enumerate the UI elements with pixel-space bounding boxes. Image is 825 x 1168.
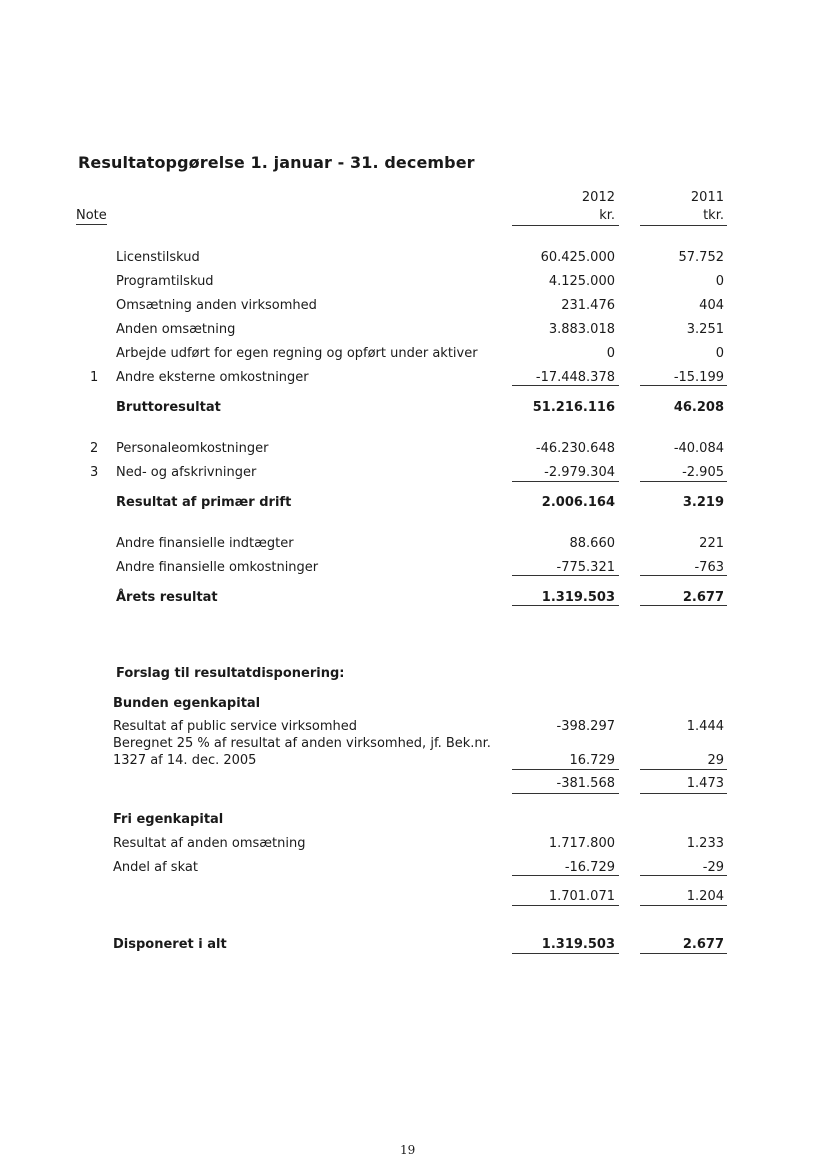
row-label: Årets resultat — [116, 590, 218, 605]
row-label: Anden omsætning — [116, 322, 236, 337]
row-prior: -763 — [694, 560, 724, 575]
page-number: 19 — [400, 1143, 416, 1157]
row-prior: 221 — [699, 536, 724, 551]
subtotal-line-prior — [640, 385, 727, 386]
row-prior: -2.905 — [682, 465, 724, 480]
row-note: 3 — [90, 465, 99, 480]
row-current: -46.230.648 — [535, 441, 615, 456]
row-label: Andre eksterne omkostninger — [116, 370, 309, 385]
row-label: Andel af skat — [113, 860, 198, 875]
row-label-line1: Beregnet 25 % af resultat af anden virksomhed, jf. Bek.nr. — [113, 736, 491, 751]
row-label-line2: 1327 af 14. dec. 2005 — [113, 753, 257, 768]
year-current-header: 2012 — [581, 190, 615, 205]
total-current: 1.319.503 — [541, 937, 615, 952]
row-current: 1.319.503 — [541, 590, 615, 605]
subtotal-prior: 1.473 — [686, 776, 724, 791]
row-current: 0 — [606, 346, 615, 361]
row-label: Resultat af public service virksomhed — [113, 719, 358, 734]
row-prior: -29 — [702, 860, 724, 875]
subtotal-current: -381.568 — [556, 776, 615, 791]
row-label: Resultat af anden omsætning — [113, 836, 306, 851]
row-current: 3.883.018 — [548, 322, 615, 337]
row-prior: 0 — [715, 274, 724, 289]
row-note: 1 — [90, 370, 99, 385]
row-current: 16.729 — [569, 753, 615, 768]
row-current: -17.448.378 — [535, 370, 615, 385]
row-current: 51.216.116 — [532, 400, 615, 415]
subtotal-underline-current — [512, 905, 619, 906]
row-label: Licenstilskud — [116, 250, 200, 265]
row-current: 60.425.000 — [540, 250, 615, 265]
row-current: -775.321 — [556, 560, 615, 575]
total-prior: 2.677 — [682, 937, 724, 952]
row-note: 2 — [90, 441, 99, 456]
total-line-prior — [640, 953, 727, 954]
subtotal-underline-prior — [640, 793, 727, 794]
subtotal-line-current — [512, 575, 619, 576]
total-line-current — [512, 953, 619, 954]
unit-prior-header: tkr. — [703, 208, 724, 223]
row-label: Personaleomkostninger — [116, 441, 269, 456]
header-underline-prior — [640, 225, 727, 226]
row-prior: 3.219 — [682, 495, 724, 510]
subtotal-prior: 1.204 — [686, 889, 724, 904]
subtotal-line-prior — [640, 875, 727, 876]
row-prior: 46.208 — [673, 400, 724, 415]
row-label: Andre finansielle omkostninger — [116, 560, 319, 575]
total-label: Disponeret i alt — [113, 937, 227, 952]
total-line-current — [512, 605, 619, 606]
subtotal-line-current — [512, 481, 619, 482]
appropriation-heading: Forslag til resultatdisponering: — [116, 666, 345, 681]
subtotal-line-prior — [640, 769, 727, 770]
row-current: 1.717.800 — [548, 836, 615, 851]
row-prior: 2.677 — [682, 590, 724, 605]
row-current: 4.125.000 — [548, 274, 615, 289]
year-prior-header: 2011 — [690, 190, 724, 205]
row-label: Resultat af primær drift — [116, 495, 292, 510]
row-label: Omsætning anden virksomhed — [116, 298, 317, 313]
total-line-prior — [640, 605, 727, 606]
subtotal-underline-prior — [640, 905, 727, 906]
row-label: Bruttoresultat — [116, 400, 221, 415]
subtotal-current: 1.701.071 — [548, 889, 615, 904]
bound-equity-heading: Bunden egenkapital — [113, 696, 261, 711]
free-equity-heading: Fri egenkapital — [113, 812, 224, 827]
row-label: Programtilskud — [116, 274, 214, 289]
page-title: Resultatopgørelse 1. januar - 31. december — [78, 153, 475, 172]
row-prior: 29 — [707, 753, 724, 768]
row-prior: -40.084 — [673, 441, 724, 456]
row-prior: 57.752 — [678, 250, 724, 265]
subtotal-line-current — [512, 875, 619, 876]
row-prior: 0 — [715, 346, 724, 361]
row-current: -398.297 — [556, 719, 615, 734]
row-current: -16.729 — [564, 860, 615, 875]
row-prior: 404 — [699, 298, 724, 313]
row-current: -2.979.304 — [544, 465, 615, 480]
row-prior: 1.233 — [686, 836, 724, 851]
row-label: Andre finansielle indtægter — [116, 536, 294, 551]
unit-current-header: kr. — [599, 208, 615, 223]
row-prior: 3.251 — [686, 322, 724, 337]
note-column-header: Note — [76, 208, 107, 223]
row-current: 88.660 — [569, 536, 615, 551]
subtotal-line-current — [512, 769, 619, 770]
subtotal-line-current — [512, 385, 619, 386]
row-current: 231.476 — [561, 298, 615, 313]
subtotal-underline-current — [512, 793, 619, 794]
row-current: 2.006.164 — [541, 495, 615, 510]
row-label: Arbejde udført for egen regning og opført under aktiver — [116, 346, 478, 361]
row-label: Ned- og afskrivninger — [116, 465, 257, 480]
subtotal-line-prior — [640, 575, 727, 576]
row-prior: -15.199 — [673, 370, 724, 385]
subtotal-line-prior — [640, 481, 727, 482]
row-prior: 1.444 — [686, 719, 724, 734]
header-underline-current — [512, 225, 619, 226]
